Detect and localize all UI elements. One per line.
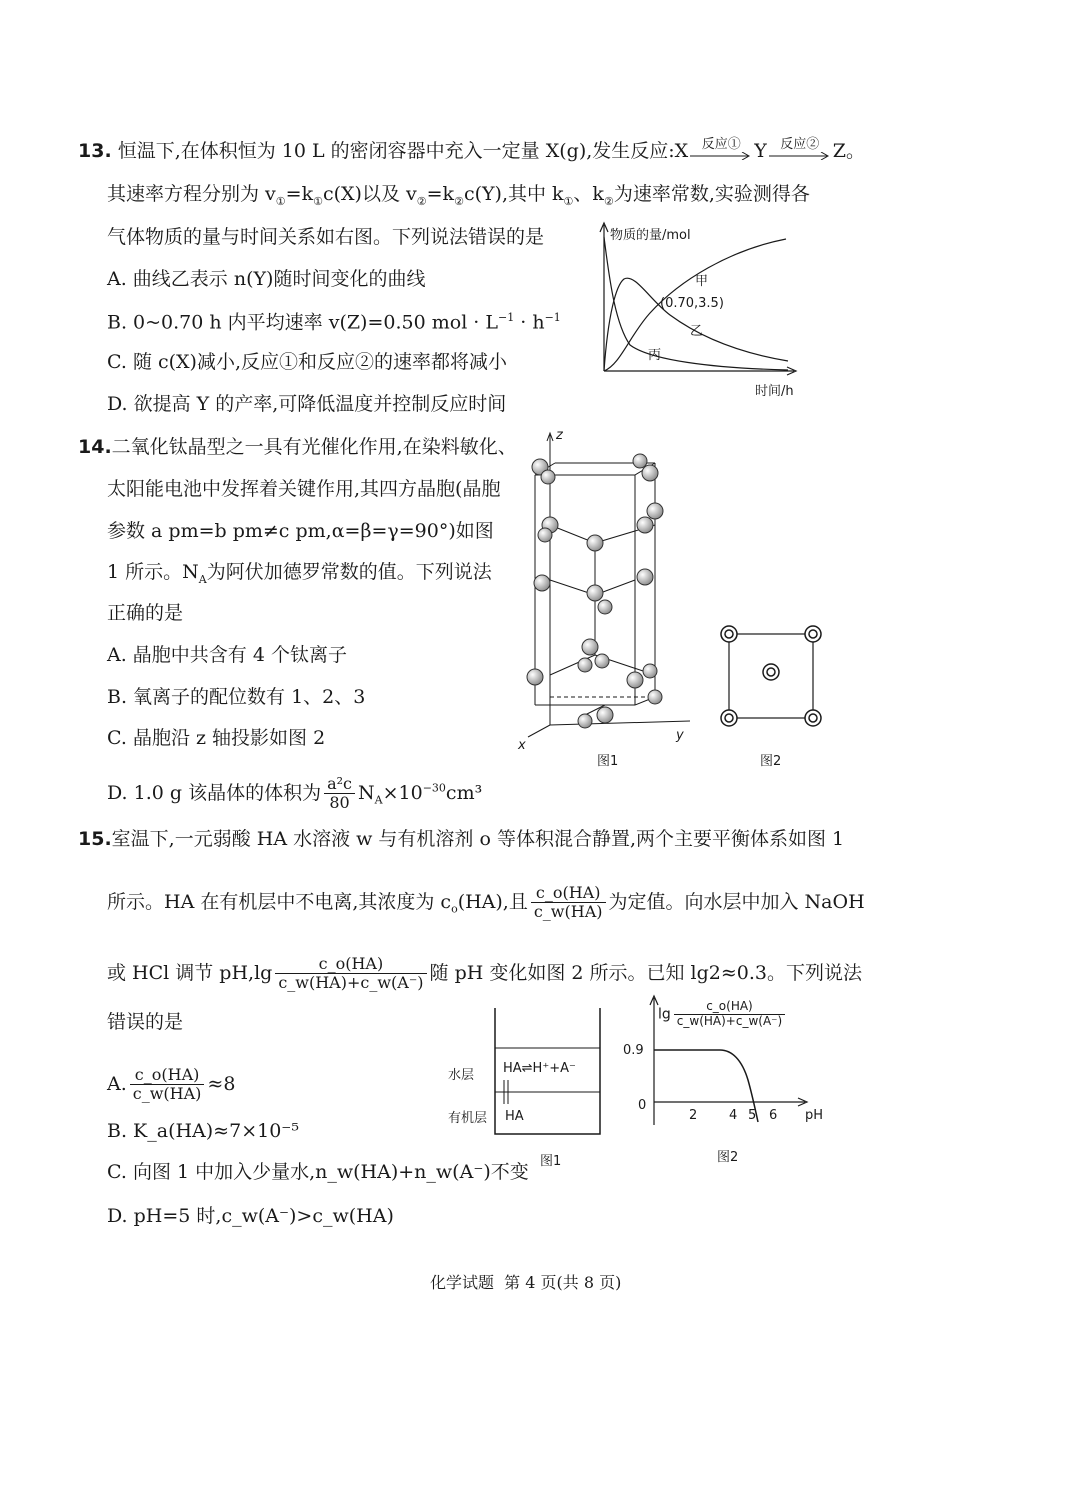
q15-fig1-caption: 图1	[540, 1154, 562, 1169]
reaction-arrow-2	[769, 137, 831, 162]
frac-num: c_o(HA)	[275, 955, 426, 974]
optd-fraction	[324, 775, 355, 813]
q15-number: 15.	[78, 828, 112, 850]
sub: o	[451, 902, 458, 916]
q13-number: 13.	[78, 140, 112, 162]
q15-text: 为定值。向水层中加入 NaOH	[608, 890, 865, 913]
x-axis	[528, 725, 550, 737]
q15-option-b: B. K_a(HA)≈7×10⁻⁵	[107, 1120, 299, 1142]
q13-graph-xlabel: 时间/h	[755, 384, 794, 399]
q14-line2: 太阳能电池中发挥着关键作用,其四方晶胞(晶胞	[107, 478, 501, 500]
q13-option-b	[107, 312, 561, 332]
sub: ①	[313, 194, 323, 208]
optb-text: B. 0~0.70 h 内平均速率 v(Z)=0.50 mol · L	[107, 311, 499, 334]
q15-fraction-1	[531, 884, 606, 922]
optd-text: ×10	[382, 781, 423, 804]
sup: −1	[544, 311, 561, 324]
frac-num: c_o(HA)	[674, 1000, 785, 1015]
frac-num: c_o(HA)	[531, 884, 606, 903]
q15-fig2-caption: 图2	[717, 1150, 739, 1165]
sub: ②	[603, 194, 614, 208]
q15-text: 随 pH 变化如图 2 所示。已知 lg2≈0.3。下列说法	[429, 961, 863, 984]
q13-text-2b: =k	[285, 183, 314, 205]
q13-text-1c: Z。	[832, 140, 865, 162]
q13-graph-curve-yi: 乙	[690, 324, 704, 339]
atoms	[527, 454, 663, 728]
sub: ②	[416, 194, 427, 208]
sup: −1	[498, 311, 515, 324]
q15-eq-bottom: HA	[505, 1109, 524, 1124]
q15-line2	[107, 884, 865, 922]
q13-option-a: A. 曲线乙表示 n(Y)随时间变化的曲线	[107, 268, 426, 290]
sup: −30	[422, 781, 446, 795]
q15-fig2-xtick-6: 6	[769, 1108, 778, 1123]
q15-fig2-xtick-2: 2	[689, 1108, 698, 1123]
frac-den: c_w(HA)+c_w(A⁻)	[278, 973, 424, 993]
q14-text: 1 所示。N	[107, 561, 199, 583]
q15-option-c: C. 向图 1 中加入少量水,n_w(HA)+n_w(A⁻)不变	[107, 1161, 529, 1183]
q14-crystal-figure	[510, 425, 700, 745]
q15-text: 室温下,一元弱酸 HA 水溶液 w 与有机溶剂 o 等体积混合静置,两个主要平衡体系如图 1	[111, 828, 845, 850]
q14-projection-figure	[715, 620, 830, 735]
optb-text: · h	[514, 311, 545, 334]
q15-text: (HA),且	[457, 890, 528, 913]
q15-water-layer-label: 水层	[448, 1068, 475, 1083]
q13-option-c: C. 随 c(X)减小,反应①和反应②的速率都将减小	[107, 351, 508, 373]
q13-text-1b: Y	[754, 140, 767, 162]
q15-option-a	[107, 1066, 235, 1104]
q14-option-c: C. 晶胞沿 z 轴投影如图 2	[107, 727, 326, 749]
frac-den: c_w(HA)	[533, 902, 603, 922]
frac-den: c_w(HA)+c_w(A⁻)	[676, 1013, 783, 1028]
q13-line2	[107, 185, 810, 207]
q15-text: 所示。HA 在有机层中不电离,其浓度为 c	[107, 890, 452, 913]
sub: ①	[275, 194, 286, 208]
q13-text-1a: 恒温下,在体积恒为 10 L 的密闭容器中充入一定量 X(g),发生反应:X	[117, 140, 689, 162]
q15-line1	[78, 830, 844, 849]
q14-line1	[78, 438, 517, 457]
q15-line4: 错误的是	[107, 1011, 184, 1033]
q15-option-d: D. pH=5 时,c_w(A⁻)>c_w(HA)	[107, 1205, 394, 1227]
q15-fig2-ylabel	[658, 1000, 788, 1029]
optd-text: N	[358, 781, 375, 804]
q15-opta-fraction	[130, 1066, 205, 1104]
q15-fig2-fraction	[674, 1000, 785, 1029]
q14-axis-y: y	[676, 728, 684, 743]
q15-organic-layer-label: 有机层	[448, 1111, 488, 1126]
q14-option-b: B. 氧离子的配位数有 1、2、3	[107, 686, 366, 708]
optd-text: D. 1.0 g 该晶体的体积为	[107, 781, 322, 804]
q15-fig2-ytick: 0.9	[623, 1043, 644, 1058]
q13-text-2a: 其速率方程分别为 v	[107, 183, 276, 205]
frac-num: a²c	[324, 775, 355, 794]
q14-line4	[107, 563, 492, 585]
frac-den: c_w(HA)	[132, 1084, 202, 1104]
q13-line1	[78, 137, 865, 162]
opta-text: ≈8	[207, 1072, 236, 1095]
page-footer: 化学试题 第 4 页(共 8 页)	[430, 1273, 622, 1292]
frac-num: c_o(HA)	[130, 1066, 205, 1085]
arrow-1-label: 反应①	[701, 137, 741, 152]
q13-text-2e: c(Y),其中 k	[463, 183, 564, 205]
q14-fig2-caption: 图2	[760, 754, 782, 769]
q14-axis-x: x	[518, 738, 526, 753]
q13-graph-point: (0.70,3.5)	[660, 296, 724, 311]
q15-line3	[107, 955, 862, 993]
q15-fig2-xtick-4: 4	[729, 1108, 738, 1123]
q13-graph-curve-jia: 甲	[695, 274, 709, 289]
q13-line3: 气体物质的量与时间关系如右图。下列说法错误的是	[107, 226, 545, 248]
q14-text: 为阿伏加德罗常数的值。下列说法	[206, 561, 492, 583]
q13-option-d: D. 欲提高 Y 的产率,可降低温度并控制反应时间	[107, 393, 507, 415]
reaction-arrow-1	[690, 137, 752, 162]
q14-line3: 参数 a pm=b pm≠c pm,α=β=γ=90°)如图	[107, 520, 494, 542]
q15-fig2-xtick-5: 5	[748, 1108, 757, 1123]
sub: ①	[563, 194, 574, 208]
q14-option-a: A. 晶胞中共含有 4 个钛离子	[107, 644, 347, 666]
arrow-2-label: 反应②	[780, 137, 820, 152]
q13-text-2c: c(X)以及 v	[322, 183, 417, 205]
opta-text: A.	[107, 1072, 127, 1095]
q15-fraction-2	[275, 955, 426, 993]
q14-number: 14.	[78, 436, 112, 458]
y-axis	[550, 721, 690, 725]
frac-den: 80	[329, 793, 350, 813]
lg-label: lg	[658, 1006, 671, 1023]
q13-graph-curve-bing: 丙	[648, 348, 662, 363]
q14-axis-z: z	[556, 428, 563, 443]
q13-text-2f: 、k	[573, 183, 604, 205]
q14-text: 二氧化钛晶型之一具有光催化作用,在染料敏化、	[111, 436, 517, 458]
q13-text-2g: 为速率常数,实验测得各	[613, 183, 810, 205]
q13-text-2d: =k	[426, 183, 455, 205]
q14-option-d	[107, 775, 482, 813]
q15-eq-top: HA⇌H⁺+A⁻	[503, 1061, 576, 1076]
sub: ②	[454, 194, 464, 208]
q15-text: 或 HCl 调节 pH,lg	[107, 961, 273, 984]
optd-text: cm³	[445, 781, 483, 804]
q15-fig2-xlabel: pH	[805, 1108, 824, 1123]
q14-fig1-caption: 图1	[597, 754, 619, 769]
sub: A	[198, 572, 207, 586]
q14-line5: 正确的是	[107, 602, 184, 624]
sub: A	[374, 793, 383, 807]
q13-graph-ylabel: 物质的量/mol	[610, 228, 691, 243]
q15-fig2-origin: 0	[638, 1098, 647, 1113]
